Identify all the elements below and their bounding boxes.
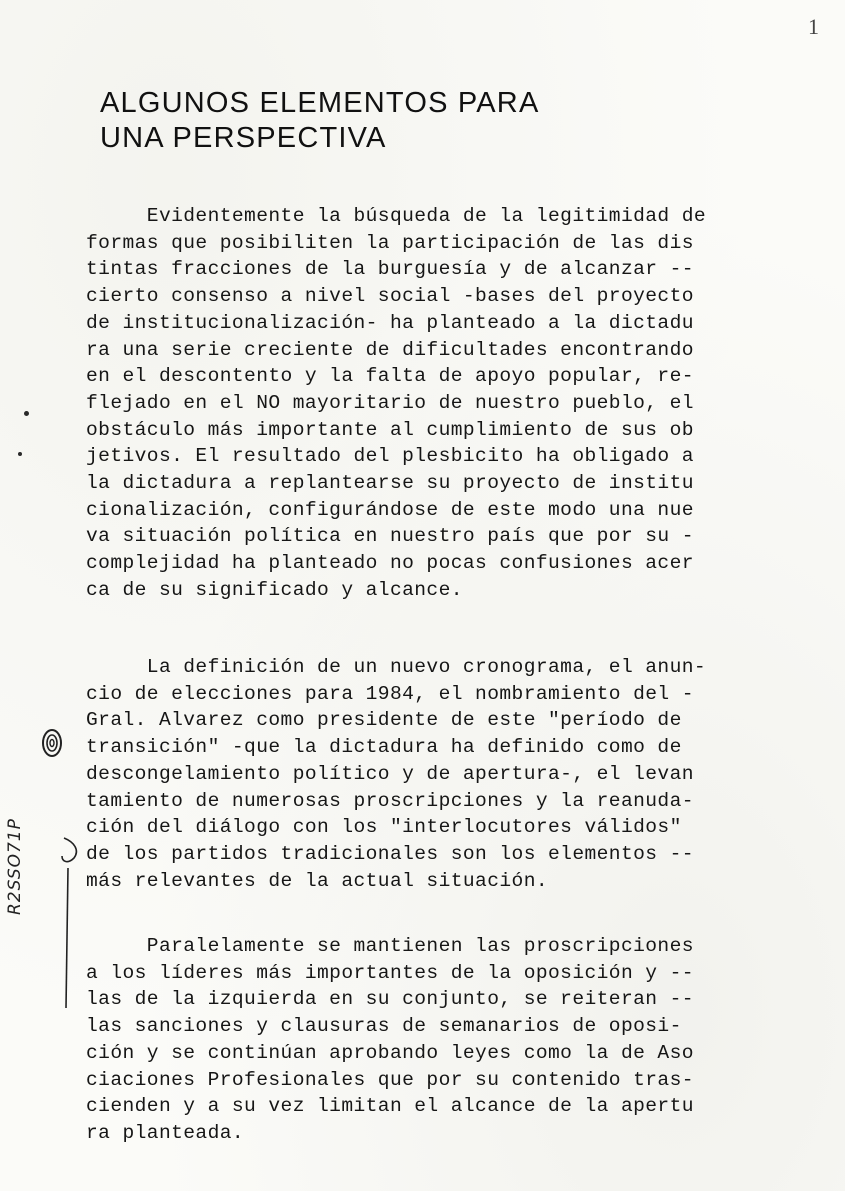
text-line: ción del diálogo con los "interlocutores válidos" (86, 816, 682, 839)
text-line: las de la izquierda en su conjunto, se reiteran -- (86, 988, 694, 1011)
paragraph-1 (86, 203, 706, 604)
text-line: formas que posibiliten la participación de las dis (86, 231, 694, 254)
text-line: a los líderes más importantes de la oposición y -- (86, 961, 694, 984)
text-line: Gral. Alvarez como presidente de este "período de (86, 709, 682, 732)
text-line: tamiento de numerosas proscripciones y la reanuda- (86, 789, 694, 812)
page-title (100, 86, 540, 156)
title-line-1: ALGUNOS ELEMENTOS PARA (100, 87, 540, 119)
text-line: ra una serie creciente de dificultades encontrando (86, 338, 694, 361)
text-line: ciaciones Profesionales que por su contenido tras- (86, 1068, 694, 1091)
paragraph-3 (86, 933, 694, 1147)
paragraph-2 (86, 654, 706, 894)
text-line: cierto consenso a nivel social -bases del proyecto (86, 285, 694, 308)
margin-dot-mark (24, 411, 29, 416)
text-line: la dictadura a replantearse su proyecto de institu (86, 472, 694, 495)
text-line: Evidentemente la búsqueda de la legitimidad de (86, 205, 707, 227)
text-line: descongelamiento político y de apertura-, el levan (86, 762, 694, 785)
text-line: cio de elecciones para 1984, el nombramiento del - (86, 682, 694, 705)
page-number: 1 (808, 14, 819, 39)
text-line: La definición de un nuevo cronograma, el anun- (86, 656, 707, 678)
text-line: las sanciones y clausuras de semanarios de oposi- (86, 1015, 682, 1038)
text-line: tintas fracciones de la burguesía y de alcanzar -- (86, 258, 694, 281)
text-line: ra planteada. (86, 1121, 245, 1144)
text-line: en el descontento y la falta de apoyo popular, re- (86, 365, 694, 388)
text-line: jetivos. El resultado del plesbicito ha obligado a (86, 445, 694, 468)
text-line: flejado en el NO mayoritario de nuestro pueblo, el (86, 391, 694, 414)
text-line: de los partidos tradicionales son los elementos -- (86, 842, 694, 865)
text-line: transición" -que la dictadura ha definido como de (86, 736, 682, 759)
handwritten-circle-mark (40, 727, 64, 759)
handwritten-bracket-mark (16, 828, 86, 1028)
text-line: va situación política en nuestro país que por su - (86, 525, 694, 548)
text-line: complejidad ha planteado no pocas confusiones acer (86, 552, 694, 575)
margin-dot-mark (18, 452, 22, 456)
text-line: cionalización, configurándose de este modo una nue (86, 498, 694, 521)
text-line: ción y se continúan aprobando leyes como la de Aso (86, 1041, 694, 1064)
text-line: ca de su significado y alcance. (86, 578, 463, 601)
text-line: cienden y a su vez limitan el alcance de la apertu (86, 1095, 694, 1118)
handwritten-annotation: R2SSO71P (5, 818, 25, 915)
title-line-2: UNA PERSPECTIVA (100, 122, 387, 154)
text-line: de institucionalización- ha planteado a la dictadu (86, 311, 694, 334)
text-line: más relevantes de la actual situación. (86, 869, 549, 892)
text-line: Paralelamente se mantienen las proscripciones (86, 935, 694, 957)
text-line: obstáculo más importante al cumplimiento de sus ob (86, 418, 694, 441)
